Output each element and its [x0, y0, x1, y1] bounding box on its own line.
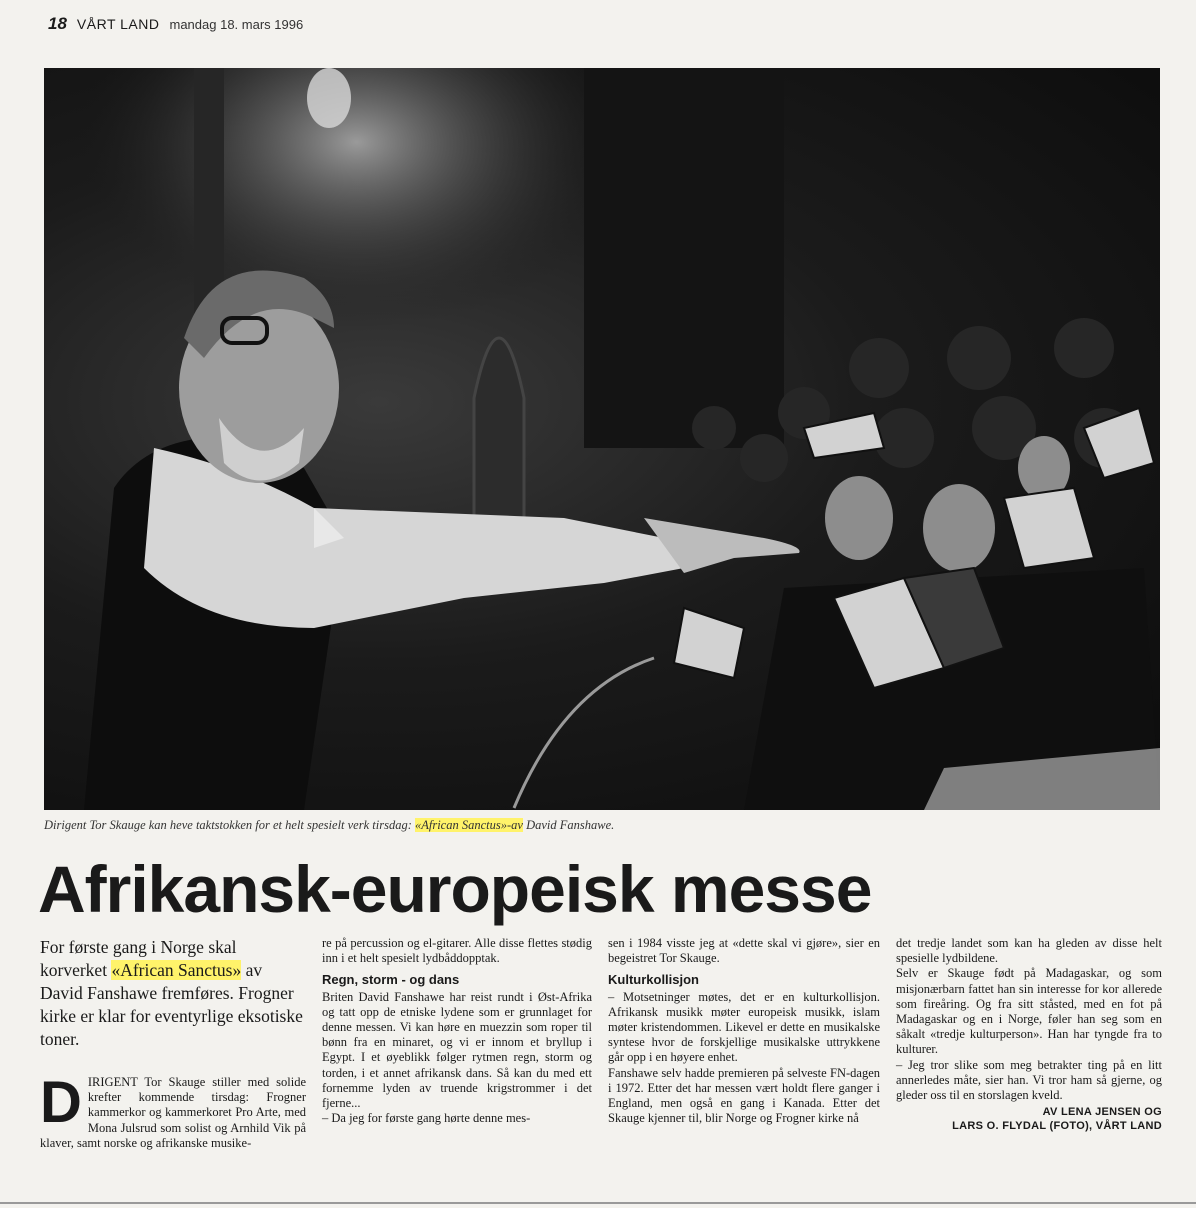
body-paragraph: re på percussion og el-gitarer. Alle disse flettes stødig inn i et helt spesielt lydbåddopptak.	[322, 936, 592, 966]
caption-credit: David Fanshawe.	[522, 818, 615, 832]
body-paragraph: Fanshawe selv hadde premieren på selveste FN-dagen i 1972. Etter det har messen vært holdt flere ganger i England, men også en gang i Kanada. Etter det Skauge kjenner til, blir Norge og Frogner kirke nå	[608, 1065, 880, 1126]
body-paragraph	[40, 1070, 306, 1151]
caption-text: Dirigent Tor Skauge kan heve taktstokken for et helt spesielt verk tirsdag:	[44, 818, 415, 832]
byline	[896, 1105, 1162, 1133]
lead-highlight: «African Sanctus»	[111, 960, 242, 980]
article-lead	[40, 936, 306, 1051]
page-number: 18	[48, 14, 67, 33]
body-paragraph: – Jeg tror slike som meg betrakter ting på en litt annerledes måte, sier han. Vi tror ham så gjerne, og gleder oss til en storslagen kveld.	[896, 1057, 1162, 1103]
body-paragraph: Briten David Fanshawe har reist rundt i Øst-Afrika og tatt opp de etniske lydene som er grunnlaget for denne messen. Vi kan høre en muezzin som roper til bønn fra en minaret, og vi er innom et bryllup i Egypt. I et øyeblikk følger rytmen regn, storm og torden, i et annet afrikansk dans. Så kan du med ett fornemme lyden av truende krigstrommer i det fjerne...	[322, 989, 592, 1111]
issue-date: mandag 18. mars 1996	[169, 17, 304, 32]
body-paragraph: – Motsetninger møtes, det er en kulturkollisjon. Afrikansk musikk møter europeisk musikk, islam møter kristendommen. Likevel er dette en musikalske syntese hvor de forskjellige musikalske uttrykkene går opp i en høyere enhet.	[608, 989, 880, 1065]
lead-text: For første gang i Norge skal korverket	[40, 937, 237, 980]
photo-caption	[44, 818, 1160, 833]
body-paragraph: sen i 1984 visste jeg at «dette skal vi gjøre», sier en begeistret Tor Skauge.	[608, 936, 880, 966]
page-header	[48, 14, 303, 40]
article-column-4	[896, 936, 1162, 1133]
article-column-2	[322, 936, 592, 1126]
body-text: IRIGENT Tor Skauge stiller med solide krefter kommende tirsdag: Frogner kammerkor og kammerkoret Pro Arte, med Mona Julsrud som solist og Arnhild Vik på klaver, samt norske og afrikanske musike-	[40, 1075, 306, 1150]
subheading: Kulturkollisjon	[608, 972, 699, 988]
conductor-choir-photo	[44, 68, 1160, 810]
byline-photo-credit: LARS O. FLYDAL (FOTO), VÅRT LAND	[952, 1120, 1162, 1133]
body-paragraph: det tredje landet som kan ha gleden av disse helt spesielle lydbildene.	[896, 936, 1162, 966]
body-paragraph: – Da jeg for første gang hørte denne mes-	[322, 1111, 531, 1126]
lead-text-end: av David Fanshawe fremføres. Frogner kirke er klar for eventyrlige eksotiske toner.	[40, 960, 303, 1049]
bottom-rule	[0, 1202, 1196, 1204]
article-headline: Afrikansk-europeisk messe	[38, 852, 872, 926]
photo-illustration	[44, 68, 1160, 810]
subheading: Regn, storm - og dans	[322, 972, 460, 988]
body-paragraph: Selv er Skauge født på Madagaskar, og som misjonærbarn fattet han sin interesse for kor allerede som fireåring. Og fra sitt ståsted, med en fot på Madagaskar og en i Norge, føler han seg som en såkalt «tredje kulturperson». Han har tyngde fra to kulturer.	[896, 966, 1162, 1057]
article-column-3	[608, 936, 880, 1126]
article-column-1	[40, 936, 306, 1151]
byline-author: AV LENA JENSEN OG	[1042, 1106, 1162, 1119]
newspaper-name: VÅRT LAND	[76, 16, 160, 32]
drop-cap: D	[40, 1070, 82, 1135]
caption-highlight: «African Sanctus»-av	[414, 818, 523, 832]
